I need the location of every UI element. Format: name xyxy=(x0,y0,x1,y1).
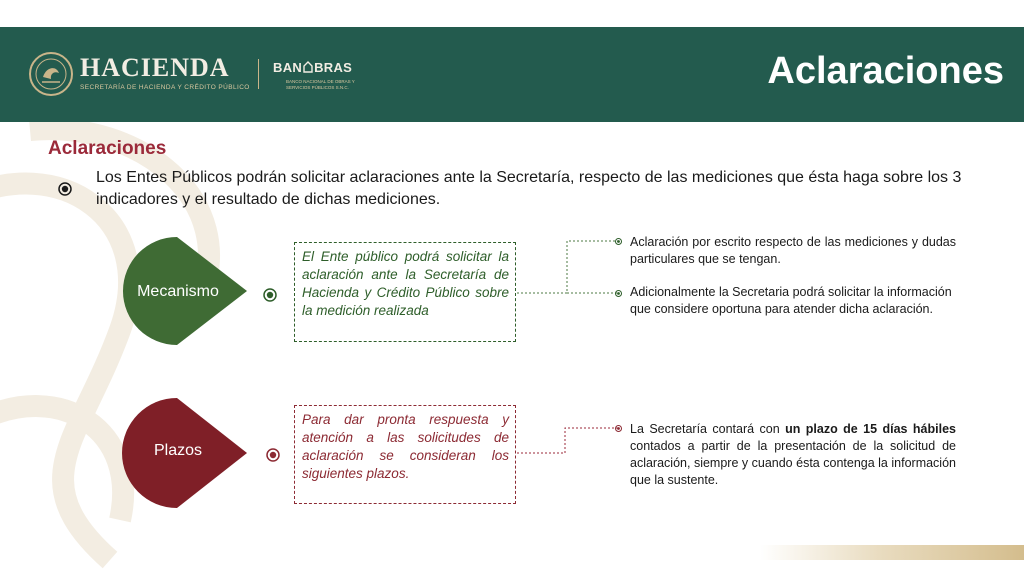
plazos-bullet xyxy=(630,421,956,489)
section-title: Aclaraciones xyxy=(48,138,167,159)
mecanismo-radio-icon xyxy=(263,288,277,302)
org-subtitle: SECRETARÍA DE HACIENDA Y CRÉDITO PÚBLICO xyxy=(80,84,250,91)
org-name: HACIENDA xyxy=(80,53,230,82)
mecanismo-description: El Ente público podrá solicitar la aclaración ante la Secretaría de Hacienda y Crédito Público sobre la medición realizada xyxy=(294,242,516,342)
plazos-bullet-post: contados a partir de la presentación de la solicitud de aclaración, siempre y cuando ésta contenga la información que la sustente. xyxy=(630,439,956,487)
header-bar xyxy=(0,27,1024,122)
plazos-description: Para dar pronta respuesta y atención a las solicitudes de aclaración se consideran los siguientes plazos. xyxy=(294,405,516,504)
logo-divider xyxy=(258,59,259,89)
partner-subtitle: BANCO NACIONAL DE OBRAS Y SERVICIOS PÚBLICOS S.N.C. xyxy=(286,79,355,90)
plazos-label: Plazos xyxy=(153,442,203,459)
mecanismo-bullet-1: Aclaración por escrito respecto de las mediciones y dudas particulares que se tengan. xyxy=(630,235,956,266)
mecanismo-bullet-2: Adicionalmente la Secretaria podrá solicitar la información que considere oportuna para atender dicha aclaración. xyxy=(630,285,952,316)
mecanismo-label: Mecanismo xyxy=(137,283,219,300)
bullet-dot-icon xyxy=(615,425,622,432)
radio-bullet-icon xyxy=(58,182,72,196)
bullet-dot-icon xyxy=(615,238,622,245)
partner-logo xyxy=(273,60,352,75)
plazos-bullet-bold: un plazo de 15 días hábiles xyxy=(785,422,956,436)
slide-title: Aclaraciones xyxy=(767,50,1004,92)
intro-text: Los Entes Públicos podrán solicitar aclaraciones ante la Secretaría, respecto de las mediciones que ésta haga sobre los 3 indicadores y el resultado de dichas mediciones. xyxy=(96,169,962,208)
bullet-dot-icon xyxy=(615,290,622,297)
partner-name-left: BAN xyxy=(273,60,303,75)
partner-name-right: BRAS xyxy=(314,60,353,75)
plazos-bullet-pre: La Secretaría contará con xyxy=(630,422,786,436)
building-icon xyxy=(303,61,313,73)
national-emblem-icon xyxy=(28,51,74,97)
plazos-radio-icon xyxy=(266,448,280,462)
footer-gradient-bar xyxy=(760,545,1024,560)
